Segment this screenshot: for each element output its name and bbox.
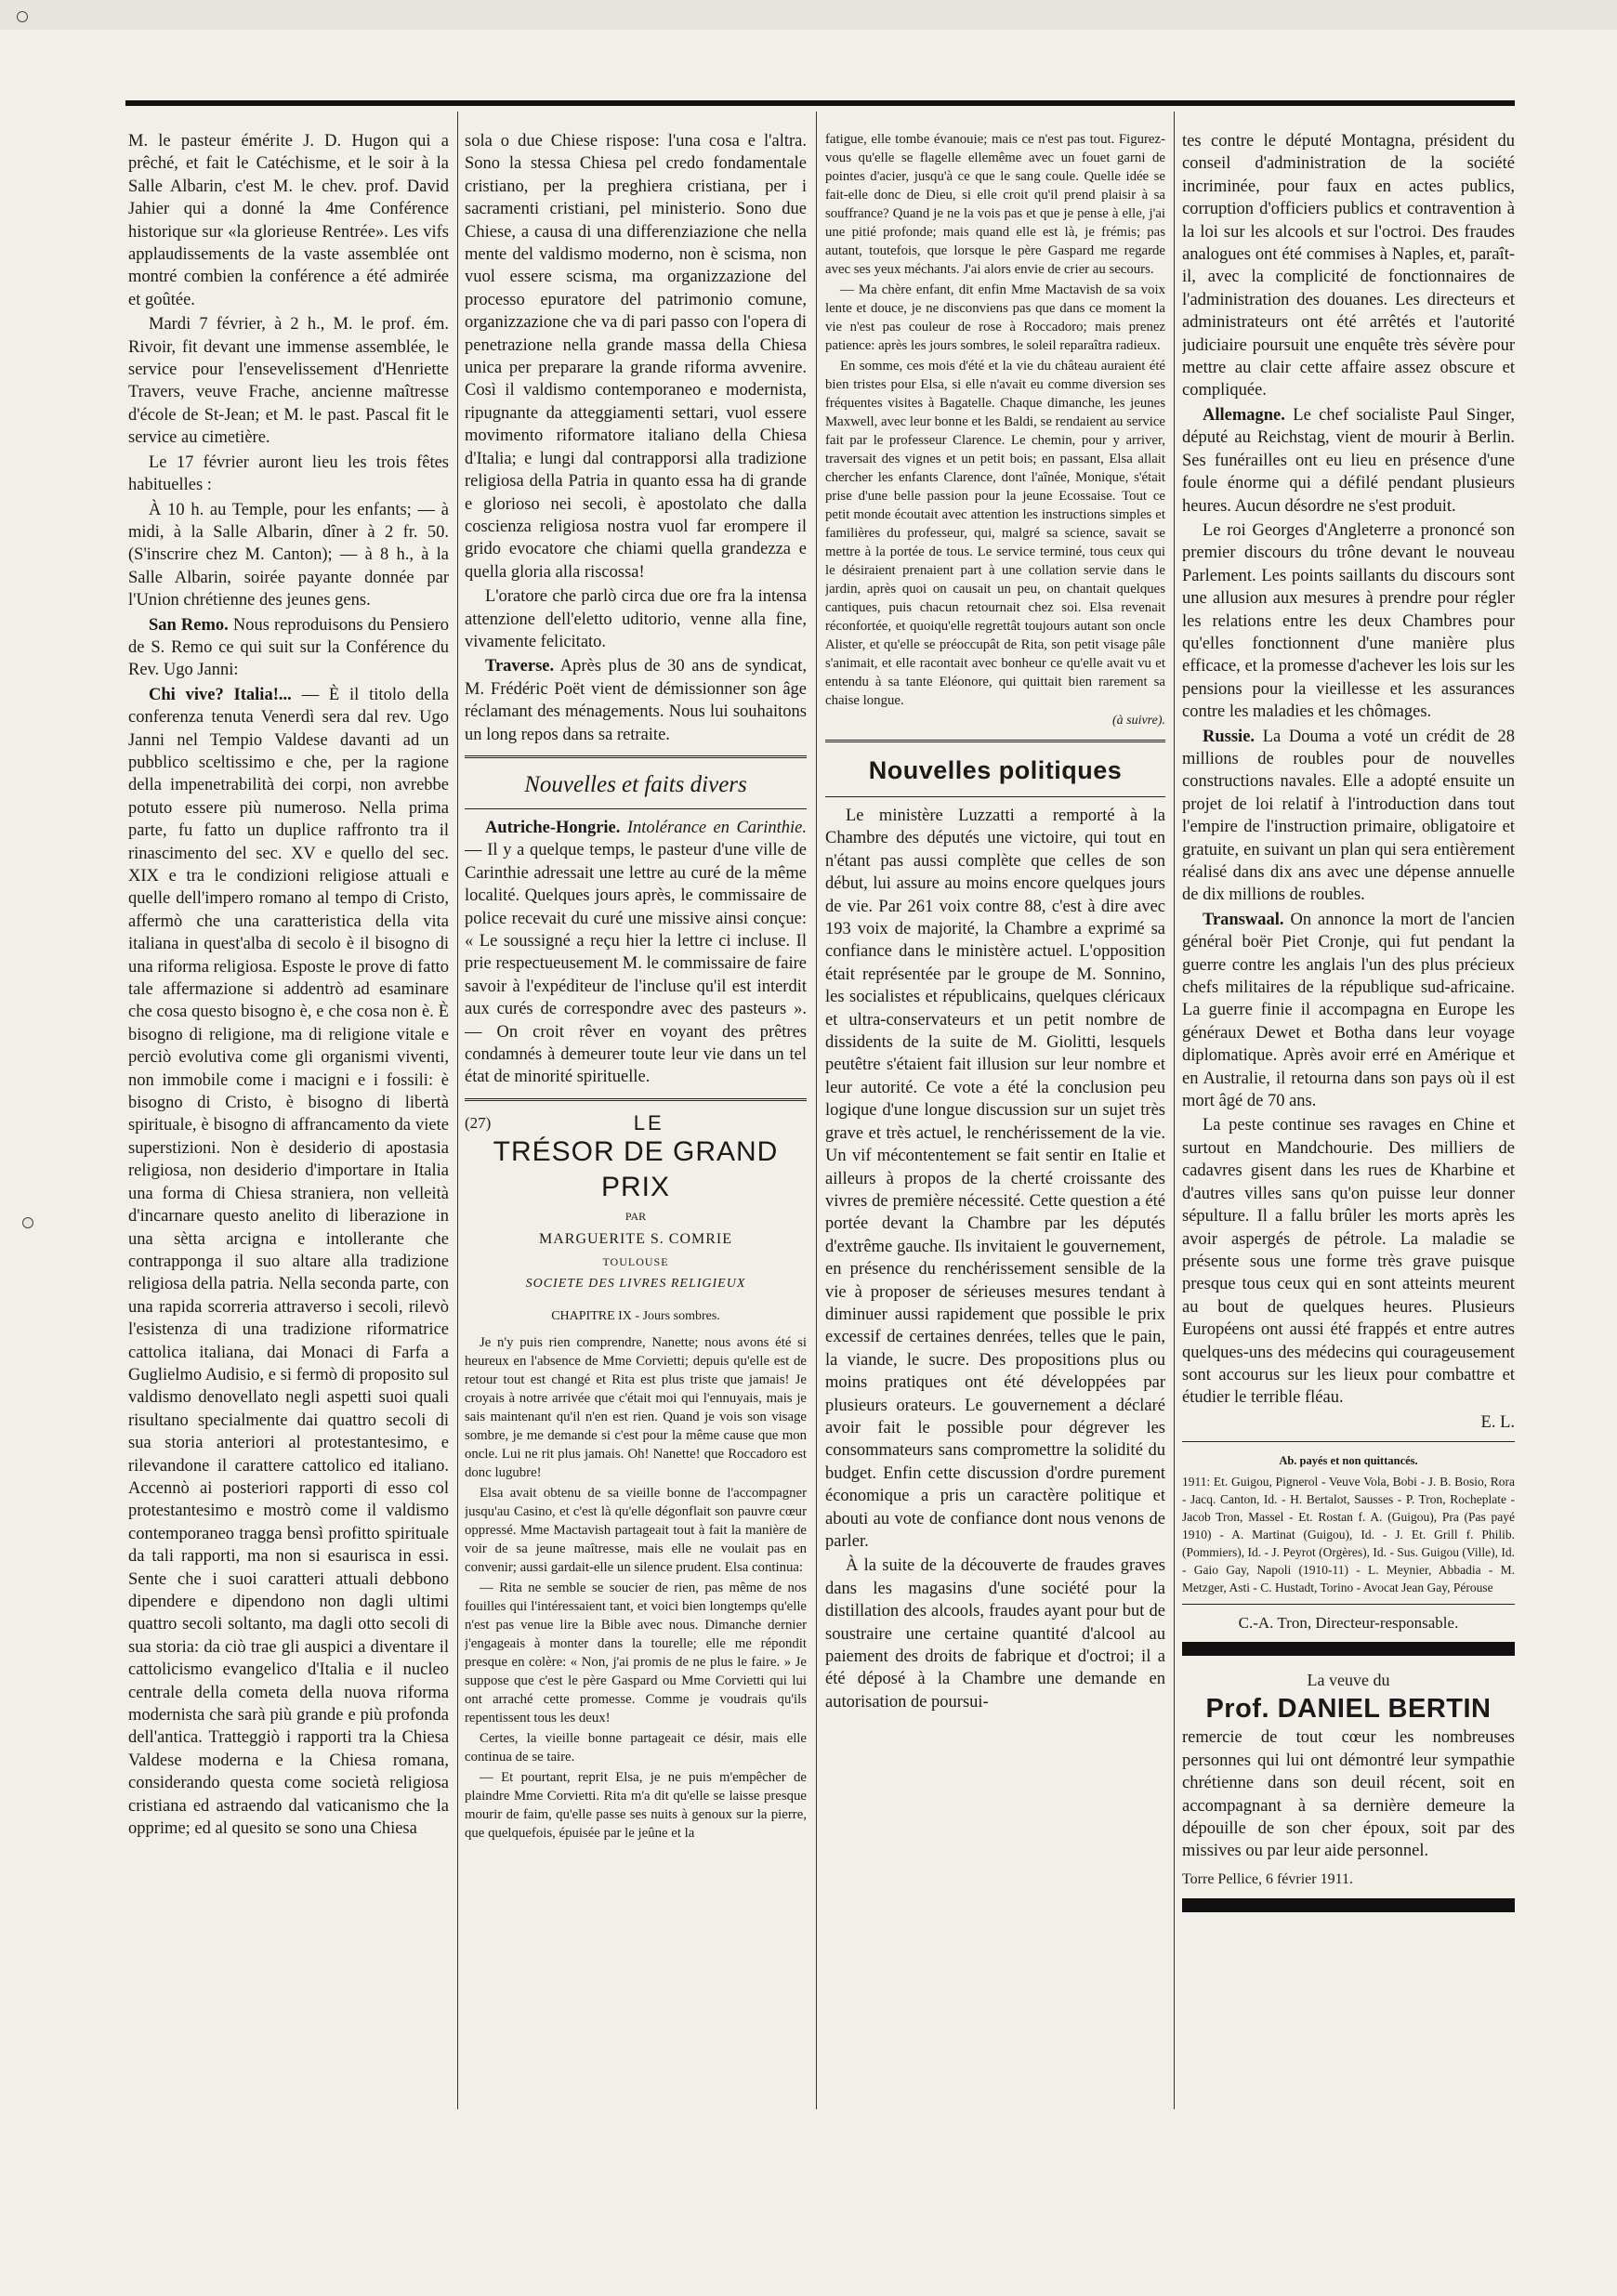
transwaal-paragraph (1182, 909, 1515, 1113)
section-rule (825, 796, 1165, 797)
feuilleton-paragraph: — Et pourtant, reprit Elsa, je ne puis m'empêcher de plaindre Mme Corvietti. Rita m'a dit qu'elle se laisse presque mourir de faim, qu'elle passe ses nuits à genoux sur la pierre, que quelquefois, épuisée par le jeûne et la (465, 1770, 807, 1842)
luzzatti-paragraph: Le ministère Luzzatti a remporté à la Chambre des députés une victoire, qui tout en n'étant pas aussi complète que celles de son début, lui assure au moins encore quelques jours de vie. Par 261 voix contre 88, c'est à dire avec 193 voix de majorité, la Chambre a exprimé sa confiance dans le ministère actuel. L'opposition était représentée par le groupe de M. Sonnino, les socialistes et républicains, quelques cléricaux et ultra-conservateurs et un petit nombre de dissidents de la suite de M. Giolitti, lesquels peutêtre s'étaient fait illusion sur leur nombre et leur autorité. Ce vote a été la conclusion peu logique d'une longue discussion sur un sujet très grave et très actuel, le renchérissement de la vie. Un vif mécontentement se fait sentir en Italie et ailleurs à propos de la cherté croissante des vivres de première nécessité. Cette question a été portée devant la Chambre par les députés d'extrême gauche. Ils invitaient le gouvernement, en présence du renchérissement sensible de la vie à proposer de sérieuses mesures tendant à diminuer aussi rapidement que possible le prix excessif de certaines denrées, telles que le pain, la viande, le sucre. Des propositions plus ou moins pratiques ont été développées par plusieurs orateurs. Le gouvernement a déclaré avoir fait le possible pour dégrever les consommateurs sans compromettre la solidité du budget. Enfin cette discussion d'ordre purement économique a pris un caractère politique et abouti au vote de confiance dont nous venons de parler. (825, 807, 1165, 1551)
rivoir-paragraph: Mardi 7 février, à 2 h., M. le prof. ém. Rivoir, fit devant une immense assemblée, le service pour l'ensevelissement d'Henriette Travers, veuve Frache, ancienne maîtresse d'école de St-Jean; et M. le past. Pascal fit le service au cimetière. (128, 315, 449, 448)
allemagne-paragraph (1182, 404, 1515, 518)
chivive-text: — È il titolo della conferenza tenuta Venerdì sera dal rev. Ugo Janni nel Tempio Valdese davanti ad un pubblico sceltissimo e che, per la ragione della impenetrabilità dei corpi, non avrebbe potuto essere più numeroso. Nella prima parte, fu fatto un duplice raffronto tra il rinascimento del sec. XV e quello del sec. XIX e tra le condizioni religiose attuali e quelle dell'impero romano al tempo di Cristo, affermò che una caratteristica della vita italiana in quest'alba di secolo è il bisogno di una riforma religiosa. Esposte le prove di fatto tale affermazione si addentrò ad esaminare che cosa questo bisogno è, e che cosa non è. È bisogno di religione, ma di religione vitale e perciò evolutiva come gli organismi viventi, non immobile come i macigni e i fossili: è bisogno di Cristo, è bisogno di libertà spirituale, è bisogno di affrancamento da viete superstizioni. Non è desiderio di apostasia religiosa, non desiderio d'importare in Italia una forma di Chiesa straniera, non velleità d'incarnare questo anelito di liberazione in una sètta arcigna e intollerante che contrapponga il suo altare alla tradizione religiosa della patria. Nella seconda parte, con una rapida scorreria attraverso i secoli, rilevò l'esistenza di una tradizione riformatrice cattolica italiana, dai Monaci di Farfa a Guglielmo Audisio, e si fermò di proposito sul valdismo denovellato negli aspetti suoi quali risultano specialmente dai quattro secoli di sua storia anteriori al protestantesimo, e rilevandone il carattere cattolico ed italiano. Accennò ai posteriori rapporti di esso col protestantesimo e mostrò come il valdismo contemporaneo tragga bensì profitto spirituale da tali rapporti, ma non si esaurisca in essi. Sente che i suoi caratteri attuali debbono dipendere e dipendono non dagli ultimi quattro secoli soltanto, ma dagli otto secoli di sua storia: da ciò trae gli auspici a diventare il cattolicismo evangelico d'Italia e il nucleo centrale della cometa della nuova riforma modernista che sarà più grande e più profonda dell'antica. Tratteggiò i rapporti tra la Chiesa Valdese moderna e la Chiesa romana, considerando questa come società religiosa cristiana ed astraendo dal vaticanismo che la opprime; ed al quesito se sono una Chiesa (128, 685, 449, 1839)
feuilleton-chapter: CHAPITRE IX - Jours sombres. (551, 1308, 720, 1323)
column-divider (1174, 112, 1175, 2109)
montagna-paragraph: tes contre le député Montagna, président du conseil d'administration de la société incriminée, pour faux en actes publics, corruption d'officiers publics et contravention à la loi sur les alcools et sur l'octroi. Des fraudes analogues ont été commises à Naples, et, paraît-il, avec la complicité de fonctionnaires de l'administration des douanes. Les directeurs et administrateurs ont été arrêtés et l'autorité judiciaire poursuit une enquête très sévère pour mettre au clair cette affaire assez obscure et compliquée. (1182, 132, 1515, 400)
feuilleton-paragraph: Certes, la vieille bonne partageait ce désir, mais elle continua de se taire. (465, 1731, 807, 1765)
a-suivre: (à suivre). (1111, 714, 1165, 728)
section-rule (1182, 1441, 1515, 1442)
oratore-paragraph: L'oratore che parlò circa due ore fra la intensa attenzione dell'eletto uditorio, venne alla fine, vivamente felicitato. (465, 587, 807, 651)
feuilleton-le: LE (633, 1110, 664, 1135)
autriche-paragraph (465, 817, 807, 1089)
feuilleton-paragraph: Je n'y puis rien comprendre, Nanette; nous avons été si heureux en l'absence de Mme Corvietti; depuis qu'elle est de retour tout est changé et Rita est plus triste que jamais! Je croyais à notre arrivée que c'était moi qui l'ennuyais, mais je sais maintenant qu'il n'en est rien. Quand je vois son visage sombre, je me demande si c'est pour la même cause que mon oncle. Lui ne rit plus jamais. Oh! Nanette! que Roccadoro est donc lugubre! (465, 1335, 807, 1481)
abonnements-title: Ab. payés et non quittancés. (1279, 1454, 1418, 1468)
transwaal-label: Transwaal. (1203, 910, 1284, 929)
autriche-title: Intolérance en Carinthie. (626, 818, 807, 837)
feuilleton-number: (27) (465, 1113, 492, 1132)
angleterre-paragraph: Le roi Georges d'Angleterre a prononcé son premier discours du trône devant le nouveau Parlement. Les points saillants du discours sont une allusion aux mesures à prendre pour régler les relations entre les deux Chambres pour qu'elles fonctionnent d'une manière plus efficace, et la promesse d'achever les lois sur les pensions pour la vieillesse et les assurances contre les maladies et les chômages. (1182, 520, 1515, 722)
feuilleton-paragraph: Elsa avait obtenu de sa vieille bonne de l'accompagner jusqu'au Casino, et c'est là qu'elle dégonflait son pauvre cœur oppressé. Mme Mactavish partageait tout à fait la manière de voir de sa jeune maîtresse, mais elle ne voulait pas en convenir; aussi gardait-elle un silence prudent. Elsa continua: (465, 1486, 807, 1576)
mourning-bar (1182, 1898, 1515, 1912)
section-title-faits-divers: Nouvelles et faits divers (524, 771, 747, 797)
feuilleton-paragraph: fatigue, elle tombe évanouie; mais ce n'est pas tout. Figurez-vous qu'elle se flagelle ellemême avec un fouet garni de pointes d'acier, jusqu'à ce que le sang coule. Quelle idée se fait-elle donc de Dieu, si elle croit qu'il prend plaisir à sa souffrance? Quand je ne la vois pas et que je pense à elle, j'ai une pitié profonde; mais quand elle est là, je frémis; pas autant, toutefois, que lorsque le père Gaspard me regarde avec ses yeux méchants. J'ai alors envie de crier au secours. (825, 132, 1165, 277)
traverse-text: Après plus de 30 ans de syndicat, M. Frédéric Poët vient de démissionner son âge réclamant des ménagements. Nous lui souhaitons un long repos dans sa retraite. (465, 657, 807, 744)
signature: E. L. (1480, 1412, 1515, 1432)
binding-hole (22, 1217, 33, 1228)
hugon-paragraph: M. le pasteur émérite J. D. Hugon qui a prêché, et fait le Catéchisme, et le soir à la Salle Albarin, c'est M. le chev. prof. David Jahier qui a donné la 4me Conférence historique sur «la glorieuse Rentrée». Les vifs applaudissements de la vaste assemblée ont montré combien la conférence a été admirée et goûtée. (128, 132, 449, 309)
russie-paragraph (1182, 726, 1515, 907)
binding-hole (17, 11, 28, 22)
allemagne-text: Le chef socialiste Paul Singer, député au Reichstag, vient de mourir à Berlin. Ses funérailles ont eu lieu en présence d'une foule énorme qui a défilé pendant plusieurs heures. Aucun désordre ne s'est produit. (1182, 405, 1515, 516)
fetes-paragraph: Le 17 février auront lieu les trois fêtes habituelles : (128, 453, 449, 495)
column-divider (457, 112, 458, 2109)
feuilleton-rule (465, 1098, 807, 1103)
feuilleton-header (465, 1112, 807, 1328)
page-edge (0, 0, 1617, 30)
section-title-politiques: Nouvelles politiques (868, 756, 1123, 784)
autriche-text: — Il y a quelque temps, le pasteur d'une ville de Carinthie adressait une lettre au curé de la même localité. Quelques jours après, le commissaire de police recevait du curé une missive ainsi conçue: « Le soussigné a reçu hier la lettre ci incluse. Il prie respectueusement M. le commissaire de faire savoir à l'expéditeur de l'incluse qu'il est interdit aux curés de correspondre avec des pasteurs ». — On croit rêver en voyant des prêtres condamnés à demeurer toute leur vie dans un tel état de minorité spirituelle. (465, 841, 807, 1087)
transwaal-text: On annonce la mort de l'ancien général boër Piet Cronje, qui fut pendant la guerre contre les anglais l'un des plus précieux chefs militaires de la république sud-africaine. La guerre finie il accompagna en Europe les généraux Dewet et Botha dans leur voyage diplomatique. Après avoir erré en Amérique et en Australie, il retourna dans son pays où il est mort âgé de 70 ans. (1182, 910, 1515, 1111)
fraudes-paragraph: À la suite de la découverte de fraudes graves dans les magasins d'une société pour la distillation des alcools, fraudes ayant pour but de soustraire une certaine quantité d'alcool au paiement des droits de fabrique et d'octroi; il a été déposé à la Chambre une demande en autorisation de poursui- (825, 1556, 1165, 1712)
feuilleton-title: TRÉSOR DE GRAND PRIX (493, 1136, 779, 1203)
traverse-paragraph (465, 655, 807, 746)
feuilleton-author: MARGUERITE S. COMRIE (538, 1230, 732, 1247)
mourning-bar (1182, 1642, 1515, 1656)
section-rule (465, 755, 807, 760)
feuilleton-paragraph: — Rita ne semble se soucier de rien, pas même de nos fouilles qui l'intéressaient tant, et voici bien longtemps qu'elle n'est pas venue lire la Bible avec nous. Dimanche dernier j'engageais à monter dans la tourelle; elle me répondit presque en colère: « Non, j'ai promis de ne plus le faire. » Je suppose que c'est le père Gaspard ou Mme Corvietti qui lui ont arraché cette promesse. Comme je voudrais qu'ils repentissent tous les deux! (465, 1581, 807, 1726)
fetes-schedule: À 10 h. au Temple, pour les enfants; — à midi, à la Salle Albarin, dîner à 2 fr. 50. (S'inscrire chez M. Canton); — à 8 h., à la Salle Albarin, soirée payante donnée par l'Union chrétienne des jeunes gens. (128, 500, 449, 610)
feuilleton-paragraph: — Ma chère enfant, dit enfin Mme Mactavish de sa voix lente et douce, je ne disconviens pas que dans ce moment la vie n'est pas couleur de rose à Roccadoro; mais prenez patience: après les jours sombres, le soleil reparaîtra radieux. (825, 282, 1165, 353)
section-rule (825, 740, 1165, 744)
notice-intro: La veuve du (1307, 1670, 1390, 1689)
sanremo-paragraph (128, 614, 449, 682)
sanremo-text: Nous reproduisons du Pensiero de S. Remo ce qui suit sur la Conférence du Rev. Ugo Janni: (128, 615, 449, 680)
chivive-label: Chi vive? Italia!... (149, 685, 292, 704)
autriche-label: Autriche-Hongrie. (485, 818, 621, 837)
director-line: C.-A. Tron, Directeur-responsable. (1238, 1613, 1459, 1632)
notice-date: Torre Pellice, 6 février 1911. (1182, 1870, 1353, 1887)
chivive-paragraph (128, 684, 449, 1841)
feuilleton-paragraph: En somme, ces mois d'été et la vie du château auraient été bien tristes pour Elsa, si elle n'avait eu comme diversion ses fréquentes visites à Bagatelle. Chaque dimanche, les jeunes Maxwell, avec leur bonne et les Baldi, se rendaient au service fait par le professeur Clarence. Le chemin, pour y arriver, traversait des vignes et un petit bois; en passant, Elsa allait chercher les enfants Clarence, dont l'aînée, Monique, s'était prise d'une belle passion pour la jeune Ecossaise. Tout ce petit monde écoutait avec attention les instructions simples et familières du professeur, qui, malgré sa science, savait se mettre à la portée de tous. Le service terminé, tous ceux qui le désiraient prenaient part à une collation servie dans le jardin, après quoi on causait un peu, on chantait quelques cantiques, puis chacun retournait chez soi. Elsa revenait réconfortée, et quoiqu'elle regrettât toujours autant son oncle Alister, et qu'elle se préoccupât de Rita, son petit visage pâle s'animait, et elle racontait avec bonheur ce qu'elle avait vu et entendu à sa tante Eléonore, qui quittait bien rarement sa chaise longue. (825, 359, 1165, 708)
feuilleton-city: TOULOUSE (602, 1255, 669, 1269)
notice-name: Prof. DANIEL BERTIN (1205, 1694, 1492, 1725)
column-4 (1182, 130, 1515, 2211)
allemagne-label: Allemagne. (1203, 405, 1285, 425)
russie-text: La Douma a voté un crédit de 28 millions de roubles pour de nouvelles constructions navales. Elle a adopté ensuite un projet de loi relatif à l'introduction dans tout l'empire de l'instruction primaire, obligatoire et gratuite, en suivant un plan qui sera entièrement réalisé dans dix ans avec une dépense annuelle de dix millions de roubles. (1182, 727, 1515, 905)
feuilleton-continued (825, 130, 1165, 730)
section-rule (465, 808, 807, 809)
column-2 (465, 130, 807, 2211)
column-3 (825, 130, 1165, 2211)
feuilleton-body (465, 1333, 807, 1843)
feuilleton-par: PAR (624, 1210, 647, 1224)
section-rule (1182, 1604, 1515, 1605)
notice-body: remercie de tout cœur les nombreuses personnes qui lui ont démontré leur sympathie chrétienne dans son deuil récent, soit en accompagnant à sa dernière demeure la dépouille de son cher époux, soit par des missives ou par leur aide personnel. (1182, 1728, 1515, 1861)
sanremo-label: San Remo. (149, 615, 229, 635)
column-divider (816, 112, 817, 2109)
peste-paragraph: La peste continue ses ravages en Chine et surtout en Mandchourie. Des milliers de cadavres gisent dans les rues de Kharbine et d'autres villes sans qu'on puisse leur donner sépulture. Il a fallu brûler les morts après les avoir aspergés de pétrole. La maladie se présente sous une forme très grave puisque presque tous ceux qui en sont atteints meurent au bout de quelques heures. Plusieurs Européens ont aussi été frappés et entre autres quelques-uns des médecins qui courageusement sont accourus sur les lieux pour combattre et étudier le terrible fléau. (1182, 1116, 1515, 1408)
janni-continued: sola o due Chiese rispose: l'una cosa e l'altra. Sono la stessa Chiesa pel credo fondamentale cristiano, per la preghiera cristiana, per i sacramenti cristiani, pel ministerio. Sono due Chiese, a causa di una differenziazione che nella mente del valdismo moderno, non è scisma, non vuol essere scisma, ma organizzazione del processo epuratore del patrimonio comune, organizzazione che va di pari passo con l'opera di penetrazione nella grande massa della Chiesa unica per preparare la grande riforma avvenire. Così il valdismo contemporaneo e modernista, ripugnante da atteggiamenti settari, vuol essere movimento riformatore italiano della Chiesa d'Italia; e lungi dal contrapporsi alla tradizione religiosa della Patria in quanto essa ha di grande e glorioso nei secoli, è apostolato che dalla coscienza religiosa nostra vuol far erompere il grido evocatore che chiami quella grandezza e quella gloria alla riscossa! (465, 132, 807, 582)
traverse-label: Traverse. (485, 657, 555, 676)
header-rule (125, 100, 1515, 106)
abonnements-list: 1911: Et. Guigou, Pignerol - Veuve Vola, Bobi - J. B. Bosio, Rora - Jacq. Canton, Id. - H. Bertalot, Sausses - P. Tron, Rocheplate - Jacob Tron, Massel - Et. Rostan f. A. (Guigou), Pra (Pas payé 1910) - A. Martinat (Guigou), Id. - J. Et. Grill f. Philib. (Pommiers), Id. - J. Peyrot (Orgères), Id. - Sus. Guigou (Ville), Id. - Gaio Gay, Napoli (1910-11) - L. Meynier, Abbadia - M. Metzger, Asti - C. Hustadt, Torino - Avocat Jean Gay, Pérouse (1182, 1474, 1515, 1594)
feuilleton-society: SOCIETE DES LIVRES RELIGIEUX (525, 1277, 746, 1292)
russie-label: Russie. (1203, 727, 1255, 746)
column-1 (128, 130, 449, 2211)
